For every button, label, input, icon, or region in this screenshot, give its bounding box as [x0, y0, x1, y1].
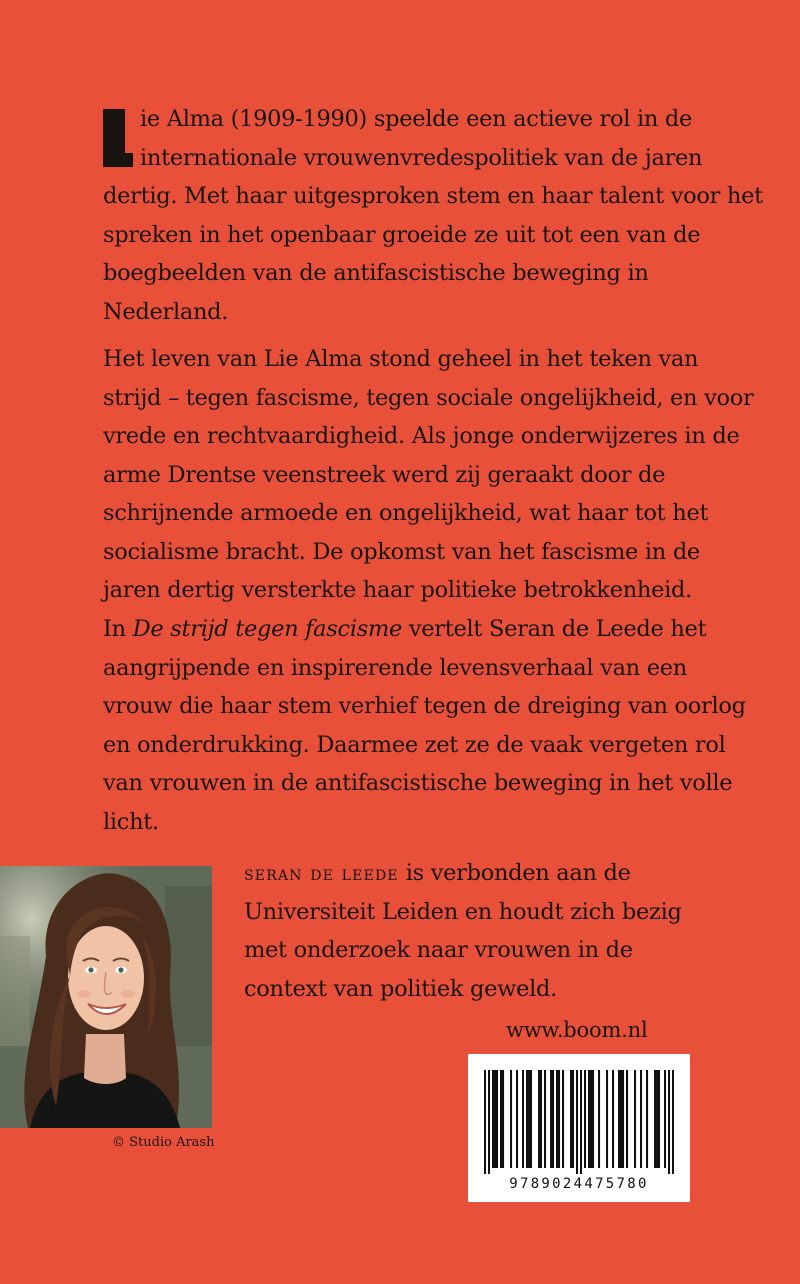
barcode-bar — [494, 1070, 496, 1168]
barcode-bar — [570, 1070, 572, 1168]
barcode-bar — [526, 1070, 528, 1168]
barcode-bar — [618, 1070, 620, 1168]
barcode-bar — [588, 1070, 590, 1168]
barcode-bar — [500, 1070, 502, 1168]
barcode-bar — [492, 1070, 494, 1168]
barcode-bar — [516, 1070, 518, 1168]
barcode-bar — [584, 1070, 586, 1168]
barcode-bar — [550, 1070, 552, 1168]
barcode-bar — [544, 1070, 546, 1168]
barcode-bar — [668, 1070, 670, 1174]
barcode-bar — [646, 1070, 648, 1168]
paragraph-3-prefix: In — [103, 616, 133, 642]
barcode-bar — [502, 1070, 504, 1168]
intro-text: ie Alma (1909-1990) speelde een actieve rol in de internationale vrouwenvredespolitiek van de jaren dertig. Met haar uitgesproken stem en haar talent voor het spreken in het openbaar groeide ze uit tot een van de boegbeelden van de antifascistische beweging in Nederland. — [103, 106, 763, 325]
author-photo — [0, 866, 212, 1128]
author-bio-text: is verbonden aan de Universiteit Leiden en houdt zich bezig met onderzoek naar vrouwen in de context van politiek geweld. — [244, 860, 682, 1002]
barcode-bar — [552, 1070, 554, 1168]
barcode-bar — [622, 1070, 624, 1168]
barcode-bar — [606, 1070, 608, 1168]
barcode-bar — [626, 1070, 628, 1168]
book-title-italic: De strijd tegen fascisme — [132, 616, 403, 642]
barcode-bar — [592, 1070, 594, 1168]
barcode-bars — [484, 1070, 674, 1174]
barcode-bar — [510, 1070, 512, 1168]
barcode-bar — [654, 1070, 656, 1168]
barcode-bar — [538, 1070, 540, 1168]
author-name: seran de leede — [244, 861, 399, 885]
barcode-bar — [612, 1070, 614, 1168]
publisher-website[interactable]: www.boom.nl — [506, 1018, 648, 1042]
paragraph-3-suffix: vertelt Seran de Leede het aangrijpende en inspirerende levensverhaal van een vrouw die haar stem verhief tegen de dreiging van oorlog en onderdrukking. Daarmee zet ze de vaak vergeten rol van vrouwen in de antifascistische beweging in het volle licht. — [103, 616, 746, 835]
barcode-bar — [620, 1070, 622, 1168]
barcode-bar — [562, 1070, 564, 1168]
barcode-bar — [598, 1070, 600, 1168]
barcode-bar — [656, 1070, 658, 1168]
photo-credit: © Studio Arash — [112, 1135, 215, 1150]
barcode-bar — [530, 1070, 532, 1168]
barcode-bar — [640, 1070, 642, 1168]
body-paragraph-2 — [103, 340, 763, 610]
barcode-bar — [576, 1070, 578, 1174]
barcode-bar — [540, 1070, 542, 1168]
barcode-bar — [572, 1070, 574, 1168]
barcode-bar — [522, 1070, 524, 1168]
barcode-bar — [634, 1070, 636, 1168]
barcode-bar — [658, 1070, 660, 1168]
drop-cap-l — [103, 109, 125, 167]
barcode-bar — [664, 1070, 666, 1168]
barcode-bar — [488, 1070, 490, 1174]
barcode-bar — [556, 1070, 558, 1168]
body-paragraph-3 — [103, 610, 763, 841]
intro-paragraph — [103, 100, 763, 331]
barcode-bar — [672, 1070, 674, 1174]
barcode-bar — [590, 1070, 592, 1168]
barcode-bar — [558, 1070, 560, 1168]
barcode-bar — [484, 1070, 486, 1174]
barcode-bar — [496, 1070, 498, 1168]
barcode-bar — [528, 1070, 530, 1168]
author-bio — [244, 854, 714, 1008]
isbn-barcode — [468, 1054, 690, 1202]
barcode-bar — [580, 1070, 582, 1174]
paragraph-2-text: Het leven van Lie Alma stond geheel in het teken van strijd – tegen fascisme, tegen sociale ongelijkheid, en voor vrede en rechtvaardigheid. Als jonge onderwijzeres in de arme Drentse veenstreek werd zij geraakt door de schrijnende armoede en ongelijkheid, wat haar tot het socialisme bracht. De opkomst van het fascisme in de jaren dertig versterkte haar politieke betrokkenheid. — [103, 346, 754, 603]
isbn-number: 9789024475780 — [509, 1176, 649, 1192]
